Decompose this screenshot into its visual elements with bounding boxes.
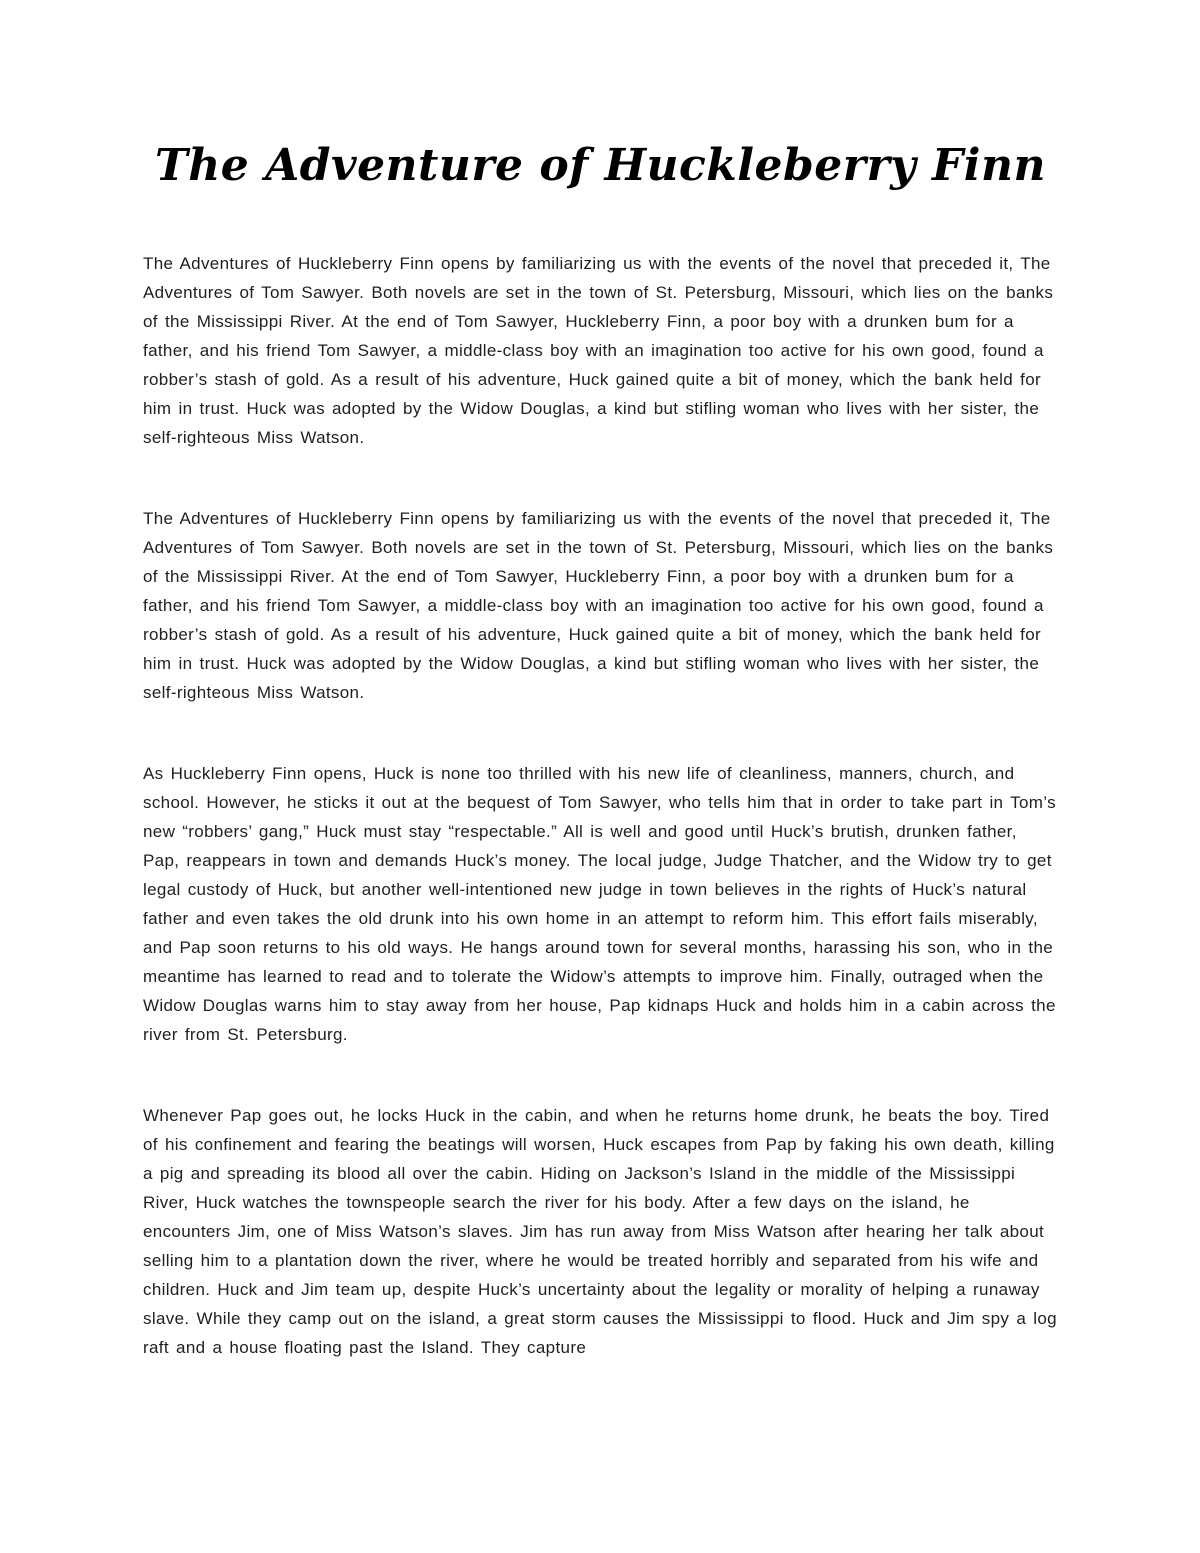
paragraph-2: The Adventures of Huckleberry Finn opens by familiarizing us with the events of the novel that preceded it, The Adventures of Tom Sawyer. Both novels are set in the town of St. Petersburg, Missouri, which lies on the banks of the Mississippi River. At the end of Tom Sawyer, Huckleberry Finn, a poor boy with a drunken bum for a father, and his friend Tom Sawyer, a middle-class boy with an imagination too active for his own good, found a robber’s stash of gold. As a result of his adventure, Huck gained quite a bit of money, which the bank held for him in trust. Huck was adopted by the Widow Douglas, a kind but stifling woman who lives with her sister, the self-righteous Miss Watson. xyxy=(143,509,1054,702)
paragraph-1: The Adventures of Huckleberry Finn opens by familiarizing us with the events of the novel that preceded it, The Adventures of Tom Sawyer. Both novels are set in the town of St. Petersburg, Missouri, which lies on the banks of the Mississippi River. At the end of Tom Sawyer, Huckleberry Finn, a poor boy with a drunken bum for a father, and his friend Tom Sawyer, a middle-class boy with an imagination too active for his own good, found a robber’s stash of gold. As a result of his adventure, Huck gained quite a bit of money, which the bank held for him in trust. Huck was adopted by the Widow Douglas, a kind but stifling woman who lives with her sister, the self-righteous Miss Watson. xyxy=(143,254,1054,447)
document-title: The Adventure of Huckleberry Finn xyxy=(155,140,1046,191)
paragraph-3: As Huckleberry Finn opens, Huck is none too thrilled with his new life of cleanliness, manners, church, and school. However, he sticks it out at the bequest of Tom Sawyer, who tells him that in order to take part in Tom’s new “robbers’ gang,” Huck must stay “respectable.” All is well and good until Huck’s brutish, drunken father, Pap, reappears in town and demands Huck’s money. The local judge, Judge Thatcher, and the Widow try to get legal custody of Huck, but another well-intentioned new judge in town believes in the rights of Huck’s natural father and even takes the old drunk into his own home in an attempt to reform him. This effort fails miserably, and Pap soon returns to his old ways. He hangs around town for several months, harassing his son, who in the meantime has learned to read and to tolerate the Widow’s attempts to improve him. Finally, outraged when the Widow Douglas warns him to stay away from her house, Pap kidnaps Huck and holds him in a cabin across the river from St. Petersburg. xyxy=(143,764,1056,1044)
paragraph-4: Whenever Pap goes out, he locks Huck in the cabin, and when he returns home drunk, he beats the boy. Tired of his confinement and fearing the beatings will worsen, Huck escapes from Pap by faking his own death, killing a pig and spreading its blood all over the cabin. Hiding on Jackson’s Island in the middle of the Mississippi River, Huck watches the townspeople search the river for his body. After a few days on the island, he encounters Jim, one of Miss Watson’s slaves. Jim has run away from Miss Watson after hearing her talk about selling him to a plantation down the river, where he would be treated horribly and separated from his wife and children. Huck and Jim team up, despite Huck’s uncertainty about the legality or morality of helping a runaway slave. While they camp out on the island, a great storm causes the Mississippi to flood. Huck and Jim spy a log raft and a house floating past the Island. They capture xyxy=(143,1106,1057,1357)
